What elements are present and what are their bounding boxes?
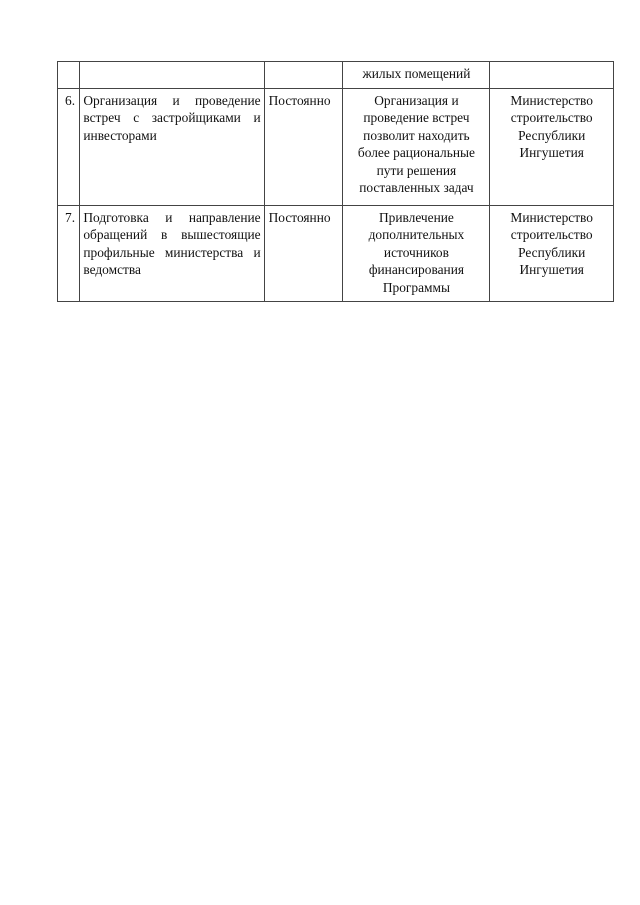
cell-executor: Министерство строительство Республики Ингушетия	[490, 89, 614, 206]
cell-event: Организация и проведение встреч с застройщиками и инвесторами	[80, 89, 264, 206]
cell-number: 6.	[58, 89, 80, 206]
cell-number	[58, 62, 80, 89]
cell-event: Подготовка и направление обращений в вышестоящие профильные министерства и ведомства	[80, 206, 264, 302]
table-row-continuation	[58, 62, 614, 89]
cell-term: Постоянно	[264, 89, 343, 206]
table-row	[58, 89, 614, 206]
cell-term: Постоянно	[264, 206, 343, 302]
cell-result: Организация и проведение встреч позволит находить более рациональные пути решения поставленных задач	[343, 89, 490, 206]
cell-term	[264, 62, 343, 89]
cell-executor	[490, 62, 614, 89]
cell-result: жилых помещений	[343, 62, 490, 89]
cell-event	[80, 62, 264, 89]
cell-number: 7.	[58, 206, 80, 302]
measures-table	[57, 61, 614, 302]
cell-executor: Министерство строительство Республики Ингушетия	[490, 206, 614, 302]
table-row	[58, 206, 614, 302]
cell-result: Привлечение дополнительных источников финансирования Программы	[343, 206, 490, 302]
